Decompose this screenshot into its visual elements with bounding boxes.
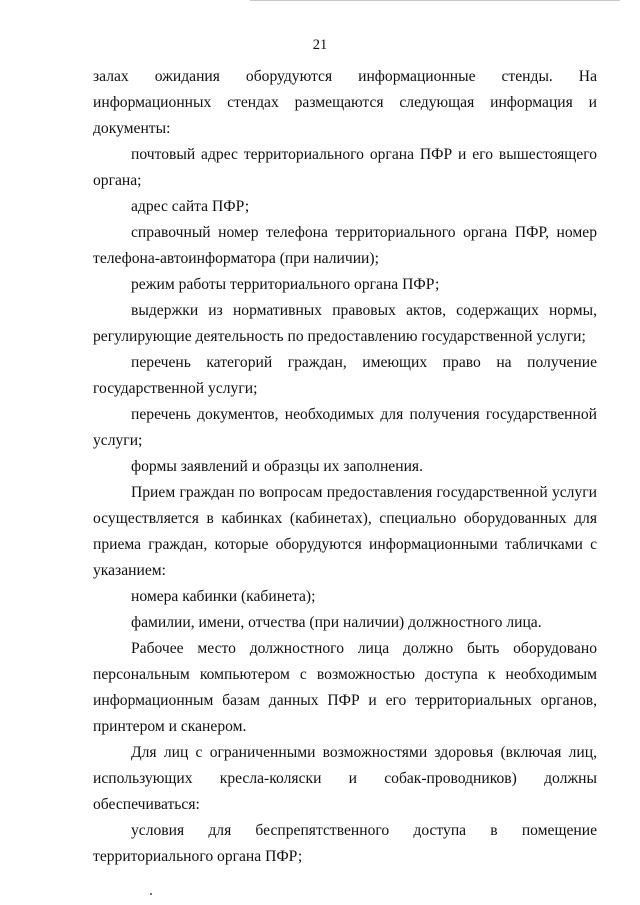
paragraph: режим работы территориального органа ПФР; bbox=[131, 276, 440, 293]
paragraph: справочный номер телефона территориального органа ПФР, номер телефона-автоинформатора (при наличии); bbox=[93, 224, 597, 267]
document-body bbox=[93, 64, 597, 870]
paragraph: адрес сайта ПФР; bbox=[131, 198, 250, 215]
paragraph: перечень документов, необходимых для получения государственной услуги; bbox=[93, 406, 597, 449]
paragraph: Рабочее место должностного лица должно быть оборудовано персональным компьютером с возможностью доступа к необходимым информационным базам данных ПФР и его территориальных органов, принтером и сканером. bbox=[93, 640, 597, 735]
paragraph: формы заявлений и образцы их заполнения. bbox=[131, 458, 423, 475]
scan-speck bbox=[150, 893, 152, 895]
paragraph: фамилии, имени, отчества (при наличии) должностного лица. bbox=[131, 614, 542, 631]
paragraph: выдержки из нормативных правовых актов, содержащих нормы, регулирующие деятельность по предоставлению государственной услуги; bbox=[93, 302, 597, 345]
page-number: 21 bbox=[312, 37, 328, 53]
paragraph: Прием граждан по вопросам предоставления государственной услуги осуществляется в кабинках (кабинетах), специально оборудованных для приема граждан, которые оборудуются информационными табличками с указанием: bbox=[93, 484, 597, 579]
paragraph: перечень категорий граждан, имеющих право на получение государственной услуги; bbox=[93, 354, 597, 397]
paragraph: залах ожидания оборудуются информационные стенды. На информационных стендах размещаются следующая информация и документы: bbox=[93, 68, 597, 137]
paragraph: номера кабинки (кабинета); bbox=[131, 588, 316, 605]
top-edge-line bbox=[250, 0, 620, 1]
paragraph: условия для беспрепятственного доступа в помещение территориального органа ПФР; bbox=[93, 822, 597, 865]
paragraph: почтовый адрес территориального органа ПФР и его вышестоящего органа; bbox=[93, 146, 597, 189]
paragraph: Для лиц с ограниченными возможностями здоровья (включая лиц, использующих кресла-коляски и собак-проводников) должны обеспечиваться: bbox=[93, 744, 597, 813]
